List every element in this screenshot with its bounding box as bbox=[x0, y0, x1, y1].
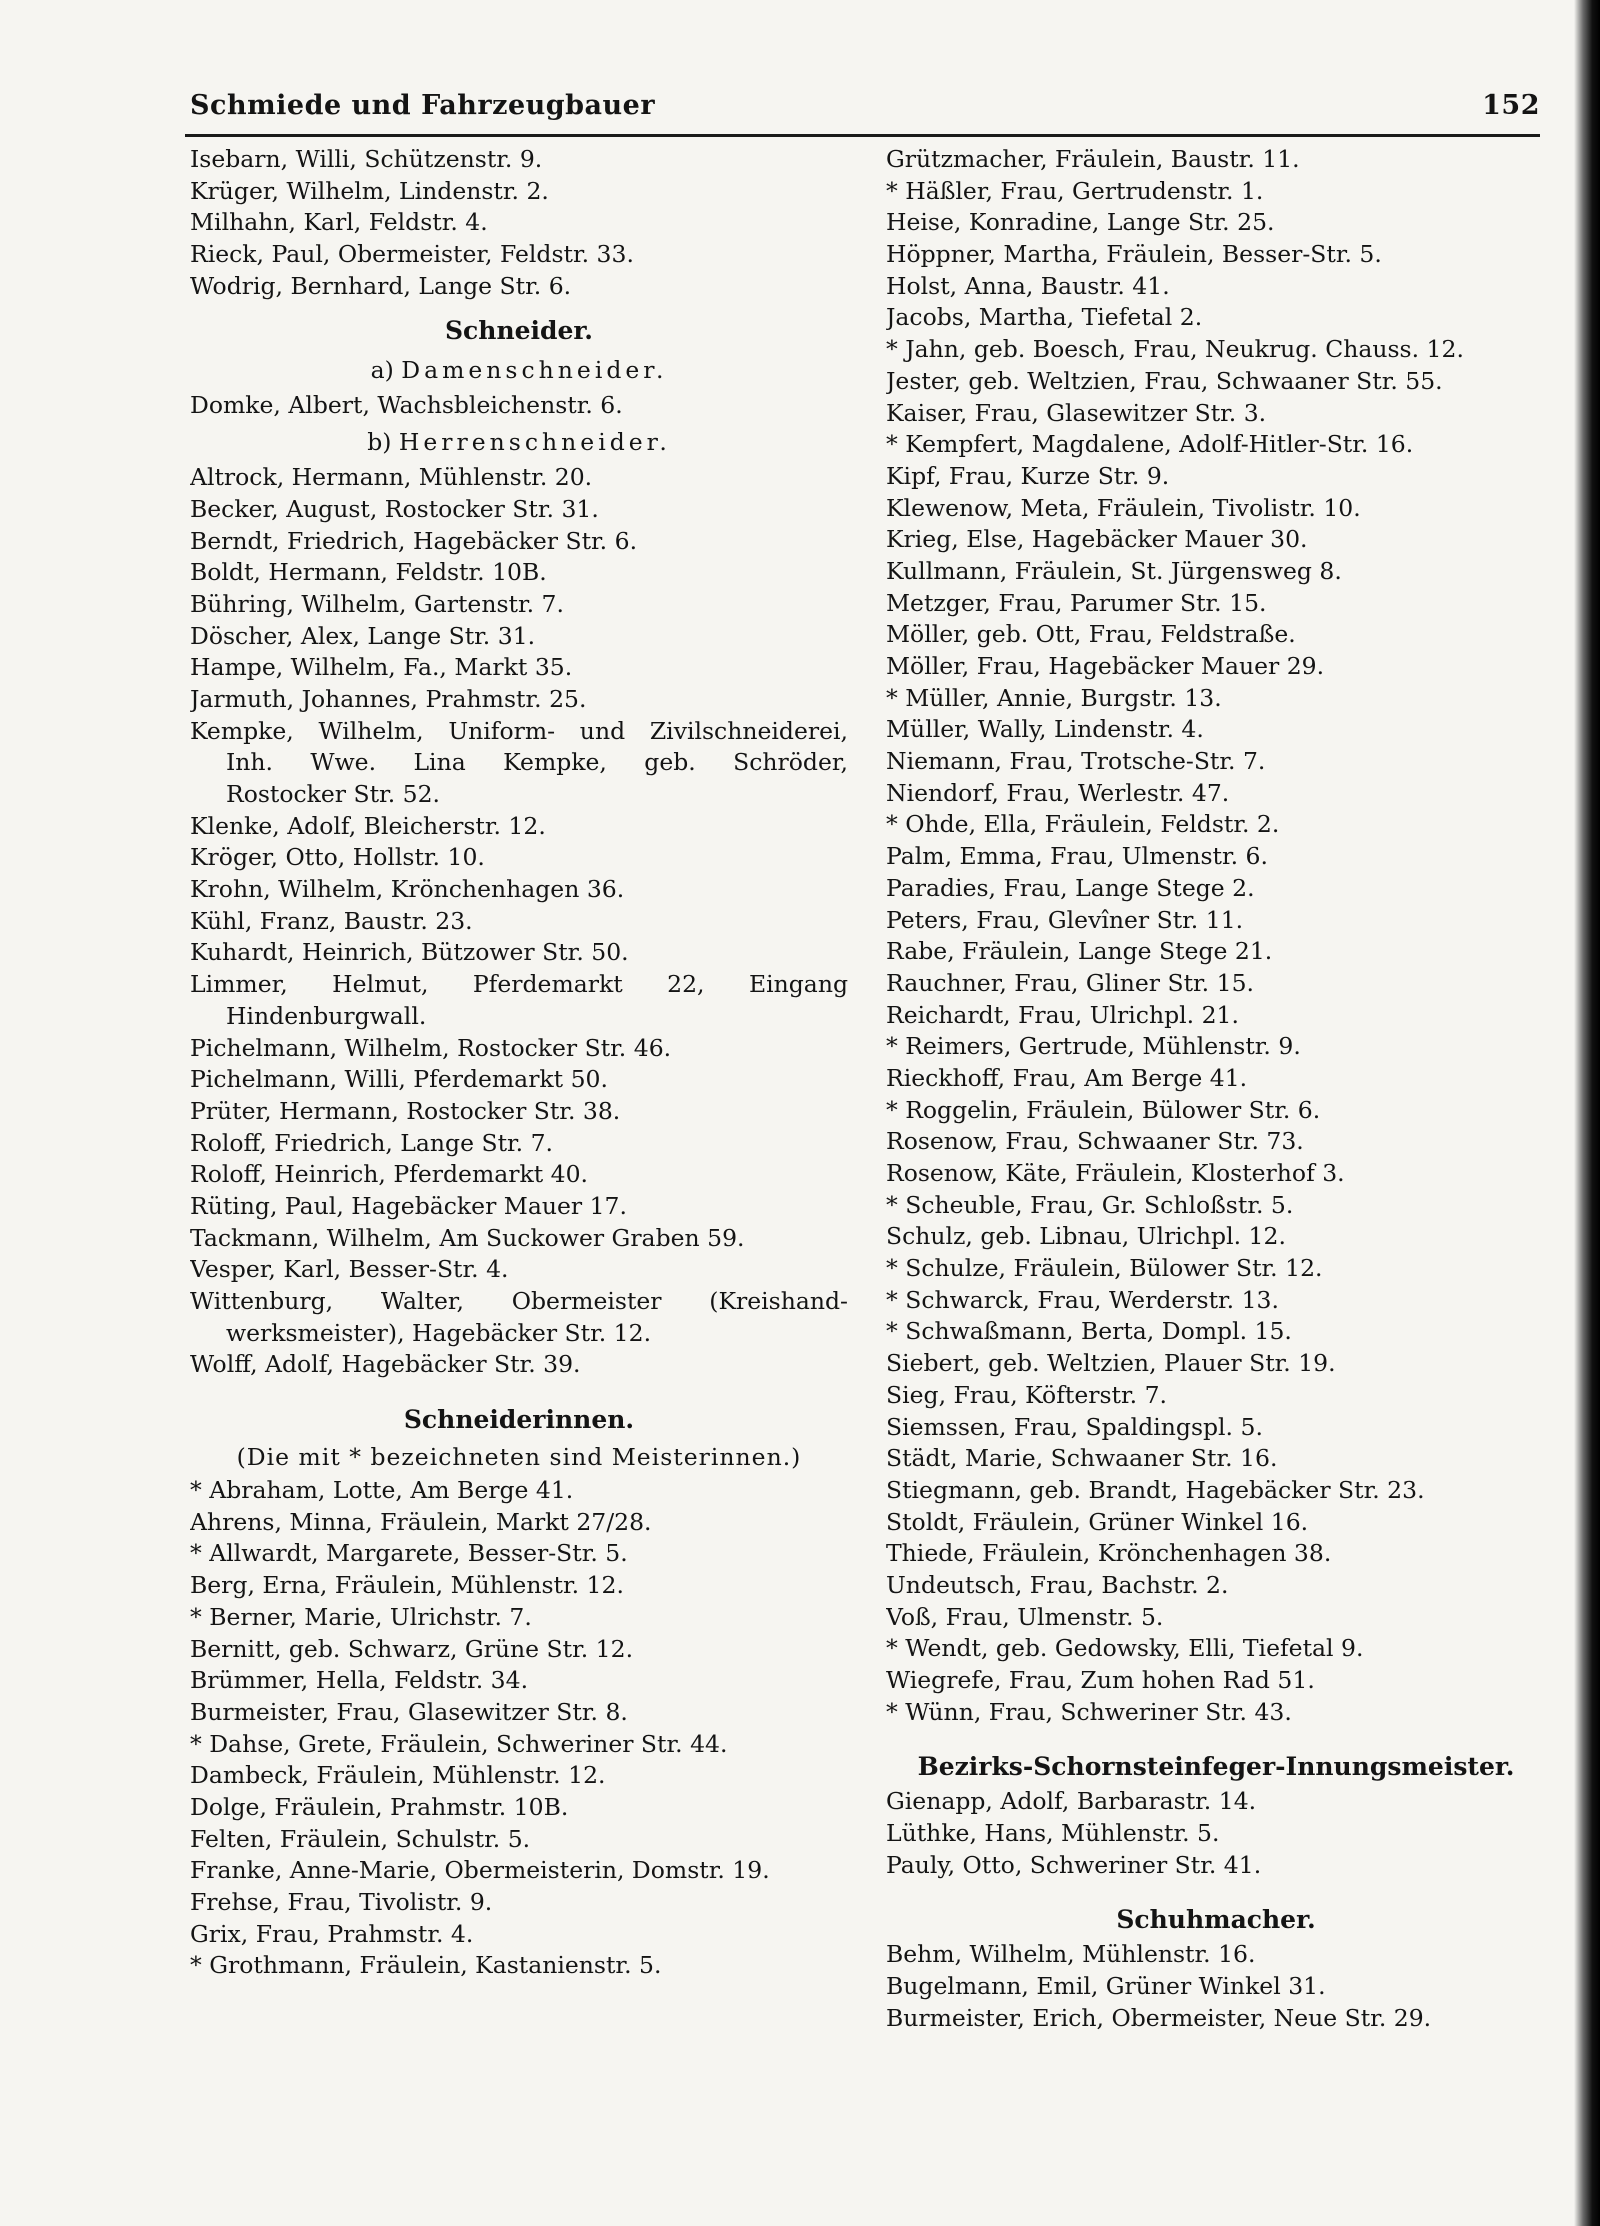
header-rule bbox=[185, 134, 1540, 137]
list-item: Kröger, Otto, Hollstr. 10. bbox=[190, 843, 485, 872]
list-item: Thiede, Fräulein, Krönchenhagen 38. bbox=[886, 1539, 1332, 1568]
schneiderinnen-continued-list bbox=[886, 144, 1546, 1728]
subsection-label: Damenschneider. bbox=[401, 356, 668, 385]
list-item: Pichelmann, Wilhelm, Rostocker Str. 46. bbox=[190, 1033, 672, 1062]
list-item: Heise, Konradine, Lange Str. 25. bbox=[886, 208, 1275, 237]
list-item: Berndt, Friedrich, Hagebäcker Str. 6. bbox=[190, 526, 638, 555]
list-item: Roloff, Friedrich, Lange Str. 7. bbox=[190, 1128, 554, 1157]
subsection-prefix: a) bbox=[370, 356, 394, 385]
schuhmacher-list bbox=[886, 1939, 1546, 2034]
list-item: Niemann, Frau, Trotsche-Str. 7. bbox=[886, 747, 1266, 776]
list-item: * Grothmann, Fräulein, Kastanienstr. 5. bbox=[190, 1951, 662, 1980]
list-item: Tackmann, Wilhelm, Am Suckower Graben 59. bbox=[190, 1223, 745, 1252]
list-item: werksmeister), Hagebäcker Str. 12. bbox=[226, 1318, 652, 1347]
list-item: Hampe, Wilhelm, Fa., Markt 35. bbox=[190, 653, 573, 682]
list-item: Metzger, Frau, Parumer Str. 15. bbox=[886, 588, 1267, 617]
list-item: * Berner, Marie, Ulrichstr. 7. bbox=[190, 1602, 532, 1631]
list-item: * Reimers, Gertrude, Mühlenstr. 9. bbox=[886, 1032, 1301, 1061]
list-item: Gienapp, Adolf, Barbarastr. 14. bbox=[886, 1787, 1257, 1816]
list-item: Rauchner, Frau, Gliner Str. 15. bbox=[886, 968, 1254, 997]
list-item: Kipf, Frau, Kurze Str. 9. bbox=[886, 461, 1170, 490]
list-item: Siebert, geb. Weltzien, Plauer Str. 19. bbox=[886, 1349, 1336, 1378]
list-item: * Schwaßmann, Berta, Dompl. 15. bbox=[886, 1317, 1292, 1346]
list-item: Möller, geb. Ott, Frau, Feldstraße. bbox=[886, 620, 1296, 649]
list-item: Müller, Wally, Lindenstr. 4. bbox=[886, 715, 1204, 744]
page-header bbox=[190, 86, 1540, 126]
list-item: Domke, Albert, Wachsbleichenstr. 6. bbox=[190, 391, 623, 420]
list-item: * Roggelin, Fräulein, Bülower Str. 6. bbox=[886, 1095, 1321, 1124]
list-item: Behm, Wilhelm, Mühlenstr. 16. bbox=[886, 1940, 1256, 1969]
list-item: Rüting, Paul, Hagebäcker Mauer 17. bbox=[190, 1191, 627, 1220]
page-edge-shadow bbox=[1574, 0, 1600, 2226]
page-number: 152 bbox=[1482, 90, 1540, 121]
list-item: Krohn, Wilhelm, Krönchenhagen 36. bbox=[190, 875, 625, 904]
list-item: Kempke, Wilhelm, Uniform- und Zivilschneiderei, bbox=[190, 716, 848, 745]
list-item: * Abraham, Lotte, Am Berge 41. bbox=[190, 1476, 574, 1505]
section-heading-schneider: Schneider. bbox=[445, 316, 593, 346]
list-item: Klewenow, Meta, Fräulein, Tivolistr. 10. bbox=[886, 493, 1361, 522]
list-item: Becker, August, Rostocker Str. 31. bbox=[190, 494, 599, 523]
list-item: Möller, Frau, Hagebäcker Mauer 29. bbox=[886, 652, 1325, 680]
list-item: Wodrig, Bernhard, Lange Str. 6. bbox=[190, 271, 572, 300]
list-item: Stiegmann, geb. Brandt, Hagebäcker Str. 23. bbox=[886, 1475, 1425, 1504]
list-item: Prüter, Hermann, Rostocker Str. 38. bbox=[190, 1096, 621, 1125]
list-item: * Allwardt, Margarete, Besser-Str. 5. bbox=[190, 1539, 628, 1568]
list-item: Rosenow, Käte, Fräulein, Klosterhof 3. bbox=[886, 1159, 1345, 1187]
list-item: Vesper, Karl, Besser-Str. 4. bbox=[190, 1255, 509, 1284]
section-heading-schornsteinfeger: Bezirks-Schornsteinfeger-Innungsmeister. bbox=[917, 1752, 1515, 1782]
list-item: Grützmacher, Fräulein, Baustr. 11. bbox=[886, 145, 1300, 173]
list-item: Wolff, Adolf, Hagebäcker Str. 39. bbox=[190, 1350, 581, 1379]
schornsteinfeger-list bbox=[886, 1786, 1546, 1881]
list-item: Bugelmann, Emil, Grüner Winkel 31. bbox=[886, 1972, 1326, 2001]
list-item: Isebarn, Willi, Schützenstr. 9. bbox=[190, 145, 543, 173]
list-item: * Scheuble, Frau, Gr. Schloßstr. 5. bbox=[886, 1190, 1294, 1219]
list-item: Städt, Marie, Schwaaner Str. 16. bbox=[886, 1444, 1278, 1473]
list-item: Paradies, Frau, Lange Stege 2. bbox=[886, 873, 1255, 902]
list-item: Wittenburg, Walter, Obermeister (Kreishand- bbox=[190, 1287, 848, 1315]
list-item: Jarmuth, Johannes, Prahmstr. 25. bbox=[190, 684, 587, 713]
list-item: Jacobs, Martha, Tiefetal 2. bbox=[886, 303, 1203, 332]
list-item: * Schulze, Fräulein, Bülower Str. 12. bbox=[886, 1254, 1323, 1283]
herrenschneider-list bbox=[190, 462, 848, 1381]
list-item: Peters, Frau, Glevîner Str. 11. bbox=[886, 905, 1244, 934]
list-item: Berg, Erna, Fräulein, Mühlenstr. 12. bbox=[190, 1571, 624, 1600]
list-item: Kuhardt, Heinrich, Bützower Str. 50. bbox=[190, 938, 629, 967]
list-item: Palm, Emma, Frau, Ulmenstr. 6. bbox=[886, 842, 1268, 871]
list-item: Roloff, Heinrich, Pferdemarkt 40. bbox=[190, 1160, 588, 1189]
list-item: Jester, geb. Weltzien, Frau, Schwaaner Str. 55. bbox=[886, 366, 1443, 395]
list-item: * Dahse, Grete, Fräulein, Schweriner Str. 44. bbox=[190, 1729, 728, 1758]
list-item: * Kempfert, Magdalene, Adolf-Hitler-Str. 16. bbox=[886, 430, 1414, 459]
list-item: Rabe, Fräulein, Lange Stege 21. bbox=[886, 937, 1273, 966]
list-item: * Müller, Annie, Burgstr. 13. bbox=[886, 683, 1222, 712]
list-item: Döscher, Alex, Lange Str. 31. bbox=[190, 621, 536, 650]
list-item: Franke, Anne-Marie, Obermeisterin, Domstr. 19. bbox=[190, 1856, 770, 1885]
list-item: * Schwarck, Frau, Werderstr. 13. bbox=[886, 1285, 1279, 1314]
list-item: Voß, Frau, Ulmenstr. 5. bbox=[886, 1602, 1164, 1631]
list-item: Brümmer, Hella, Feldstr. 34. bbox=[190, 1666, 529, 1695]
list-item: Krieg, Else, Hagebäcker Mauer 30. bbox=[886, 525, 1308, 554]
list-item: Inh. Wwe. Lina Kempke, geb. Schröder, bbox=[226, 748, 848, 777]
list-item: Lüthke, Hans, Mühlenstr. 5. bbox=[886, 1819, 1220, 1848]
list-item: * Wendt, geb. Gedowsky, Elli, Tiefetal 9. bbox=[886, 1634, 1364, 1663]
list-item: Limmer, Helmut, Pferdemarkt 22, Eingang bbox=[190, 970, 848, 999]
list-item: Pichelmann, Willi, Pferdemarkt 50. bbox=[190, 1065, 608, 1094]
list-item: Hindenburgwall. bbox=[226, 1001, 427, 1030]
list-item: Wiegrefe, Frau, Zum hohen Rad 51. bbox=[886, 1666, 1315, 1694]
list-item: * Wünn, Frau, Schweriner Str. 43. bbox=[886, 1697, 1292, 1726]
right-column bbox=[886, 144, 1546, 2035]
list-item: Holst, Anna, Baustr. 41. bbox=[886, 271, 1170, 300]
list-item: Klenke, Adolf, Bleicherstr. 12. bbox=[190, 811, 546, 840]
list-item: Reichardt, Frau, Ulrichpl. 21. bbox=[886, 1000, 1239, 1029]
section-heading-schneiderinnen: Schneiderinnen. bbox=[403, 1405, 635, 1435]
list-item: Bernitt, geb. Schwarz, Grüne Str. 12. bbox=[190, 1634, 634, 1663]
subsection-herrenschneider bbox=[190, 422, 848, 462]
list-item: Kullmann, Fräulein, St. Jürgensweg 8. bbox=[886, 556, 1342, 585]
list-item: Altrock, Hermann, Mühlenstr. 20. bbox=[190, 463, 593, 492]
list-item: Bühring, Wilhelm, Gartenstr. 7. bbox=[190, 589, 564, 618]
list-item: Milhahn, Karl, Feldstr. 4. bbox=[190, 208, 488, 237]
left-column bbox=[190, 144, 848, 1982]
list-item: Krüger, Wilhelm, Lindenstr. 2. bbox=[190, 176, 549, 205]
list-item: Stoldt, Fräulein, Grüner Winkel 16. bbox=[886, 1507, 1309, 1536]
list-item: Dambeck, Fräulein, Mühlenstr. 12. bbox=[190, 1761, 606, 1790]
list-item: Dolge, Fräulein, Prahmstr. 10B. bbox=[190, 1792, 569, 1821]
list-item: Kühl, Franz, Baustr. 23. bbox=[190, 906, 473, 935]
intro-list bbox=[190, 144, 848, 302]
running-title: Schmiede und Fahrzeugbauer bbox=[190, 90, 656, 121]
schneiderinnen-list bbox=[190, 1475, 848, 1982]
list-item: Grix, Frau, Prahmstr. 4. bbox=[190, 1919, 474, 1948]
list-item: Höppner, Martha, Fräulein, Besser-Str. 5. bbox=[886, 240, 1382, 269]
section-heading-schuhmacher: Schuhmacher. bbox=[1116, 1905, 1316, 1935]
list-item: Felten, Fräulein, Schulstr. 5. bbox=[190, 1824, 531, 1853]
list-item: Rieckhoff, Frau, Am Berge 41. bbox=[886, 1063, 1248, 1092]
list-item: Undeutsch, Frau, Bachstr. 2. bbox=[886, 1570, 1229, 1599]
subsection-prefix: b) bbox=[367, 428, 392, 457]
list-item: Frehse, Frau, Tivolistr. 9. bbox=[190, 1888, 493, 1916]
subsection-label: Herrenschneider. bbox=[398, 428, 671, 457]
list-item: Sieg, Frau, Köfterstr. 7. bbox=[886, 1380, 1168, 1409]
list-item: * Jahn, geb. Boesch, Frau, Neukrug. Chauss. 12. bbox=[886, 335, 1464, 364]
list-item: Burmeister, Frau, Glasewitzer Str. 8. bbox=[190, 1697, 628, 1726]
list-item: Rostocker Str. 52. bbox=[226, 780, 441, 808]
list-item: Pauly, Otto, Schweriner Str. 41. bbox=[886, 1850, 1262, 1879]
subsection-damenschneider bbox=[190, 350, 848, 390]
damenschneider-list bbox=[190, 390, 848, 422]
list-item: Ahrens, Minna, Fräulein, Markt 27/28. bbox=[190, 1507, 652, 1536]
list-item: * Häßler, Frau, Gertrudenstr. 1. bbox=[886, 176, 1264, 205]
list-item: Rieck, Paul, Obermeister, Feldstr. 33. bbox=[190, 240, 634, 269]
schneiderinnen-note: (Die mit * bezeichneten sind Meisterinnen.) bbox=[236, 1443, 802, 1472]
list-item: Burmeister, Erich, Obermeister, Neue Str. 29. bbox=[886, 2003, 1432, 2032]
list-item: Schulz, geb. Libnau, Ulrichpl. 12. bbox=[886, 1222, 1286, 1251]
list-item: Rosenow, Frau, Schwaaner Str. 73. bbox=[886, 1127, 1304, 1156]
list-item: Kaiser, Frau, Glasewitzer Str. 3. bbox=[886, 398, 1267, 427]
list-item: Niendorf, Frau, Werlestr. 47. bbox=[886, 778, 1230, 807]
list-item: Boldt, Hermann, Feldstr. 10B. bbox=[190, 558, 547, 587]
list-item: * Ohde, Ella, Fräulein, Feldstr. 2. bbox=[886, 810, 1280, 839]
list-item: Siemssen, Frau, Spaldingspl. 5. bbox=[886, 1412, 1263, 1441]
